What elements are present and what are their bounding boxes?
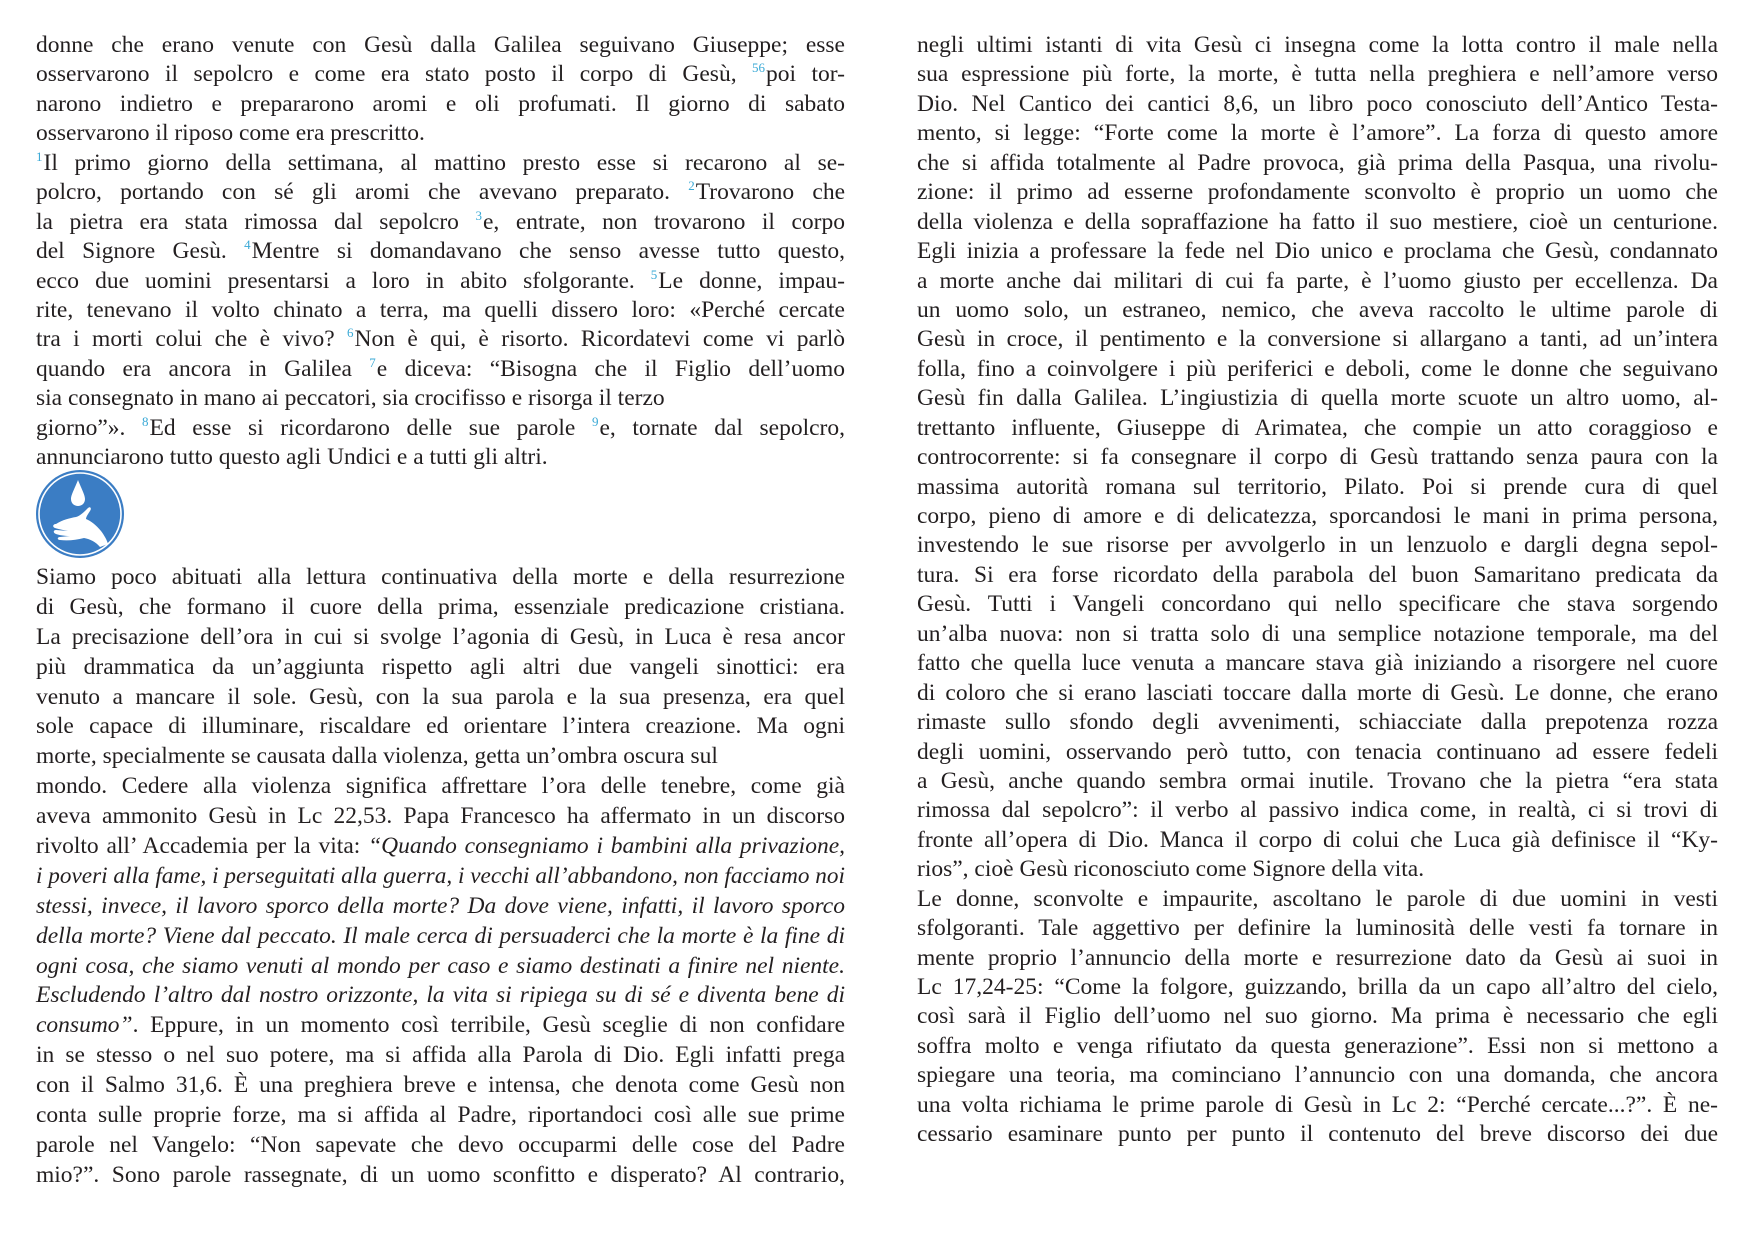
verse-number: 8	[142, 413, 149, 429]
commentary-left	[36, 563, 845, 1191]
text-segment: del Signore Gesù.	[36, 238, 245, 265]
text-line	[36, 1161, 845, 1191]
verse-number: 5	[650, 266, 658, 282]
text-segment: zione: il primo ad esserne profondamente sconvolto è proprio un uomo che	[917, 179, 1718, 206]
text-segment: polcro, portando con sé gli aromi che avevano preparato.	[36, 179, 689, 206]
text-line	[36, 355, 845, 384]
text-line	[917, 531, 1718, 560]
text-segment: mente proprio l’annuncio della morte e resurrezione dato da Gesù ai suoi in	[917, 944, 1718, 971]
text-line	[36, 267, 845, 296]
text-segment: Il primo giorno della settimana, al mattino presto esse si recarono al se-	[43, 149, 845, 176]
quotation-italic: Escludendo l’altro dal nostro orizzonte, la vita si ripiega su di sé e diventa bene di	[36, 982, 845, 1009]
text-segment: annunciarono tutto questo agli Undici e a tutti gli altri.	[36, 444, 548, 471]
text-line	[917, 208, 1718, 237]
text-line	[917, 178, 1718, 207]
text-line	[36, 1011, 845, 1041]
text-line	[36, 772, 845, 802]
verse-number: 2	[688, 178, 695, 194]
text-line	[36, 922, 845, 952]
text-segment: Le donne, impau-	[658, 267, 845, 294]
text-segment: soffra molto e venga rifiutato da questa generazione”. Essi non si mettono a	[917, 1032, 1718, 1059]
text-line	[36, 1101, 845, 1131]
text-segment: e, entrate, non trovarono il corpo	[482, 208, 845, 235]
text-line	[917, 267, 1718, 296]
text-segment: con il Salmo 31,6. È una preghiera breve e intensa, che denota come Gesù non	[36, 1072, 845, 1099]
text-line	[36, 178, 845, 207]
quotation-italic: i poveri alla fame, i perseguitati alla guerra, i vecchi all’abbandono, non facciamo noi	[36, 862, 845, 889]
verse-number: 9	[591, 413, 599, 429]
verse-number: 3	[475, 207, 482, 223]
text-segment: a morte anche dai militari di cui fa parte, è l’uomo giusto per eccellenza. Da	[917, 267, 1718, 294]
text-segment: trettanto influente, Giuseppe di Arimatea, che compie un atto coraggioso e	[917, 414, 1718, 441]
verse-number: 56	[752, 60, 766, 76]
text-segment: degli uomini, osservando però tutto, con tenacia continuano ad essere fedeli	[917, 738, 1718, 765]
text-line	[917, 1061, 1718, 1090]
text-segment: corpo, pieno di amore e di delicatezza, sporcandosi le mani in prima persona,	[917, 503, 1718, 529]
text-line	[36, 832, 845, 862]
text-line	[917, 90, 1718, 119]
text-segment: Lc 17,24-25: “Come la folgore, guizzando, brilla da un capo all’altro del cielo,	[917, 974, 1718, 1000]
text-segment: e, tornate dal sepolcro,	[599, 414, 845, 441]
text-line	[917, 60, 1718, 89]
text-segment: osservarono il riposo come era prescritto.	[36, 120, 425, 147]
text-line	[36, 563, 845, 593]
text-segment: La precisazione dell’ora in cui si svolge l’agonia di Gesù, in Luca è resa ancor	[36, 623, 845, 650]
text-line	[917, 1120, 1718, 1149]
text-line	[917, 149, 1718, 178]
text-line	[36, 683, 845, 713]
text-segment: Non è qui, è risorto. Ricordatevi come vi parlò	[354, 326, 845, 353]
verse-number: 1	[36, 148, 43, 164]
text-line	[36, 952, 845, 982]
text-segment: Mentre si domandavano che senso avesse tutto questo,	[251, 238, 845, 265]
text-line	[917, 620, 1718, 649]
text-line	[917, 502, 1718, 531]
text-line	[36, 60, 845, 89]
text-segment: controcorrente: si fa consegnare il corpo di Gesù trattando senza paura con la	[917, 444, 1718, 471]
text-line	[917, 355, 1718, 384]
verse-number: 6	[347, 325, 354, 341]
text-line	[36, 802, 845, 832]
text-line	[36, 90, 845, 119]
text-segment: donne che erano venute con Gesù dalla Galilea seguivano Giuseppe; esse	[36, 32, 845, 58]
text-line	[36, 981, 845, 1011]
text-segment: Egli inizia a professare la fede nel Dio unico e proclama che Gesù, condannato	[917, 238, 1718, 265]
text-line	[36, 892, 845, 922]
text-segment: venuto a mancare il sole. Gesù, con la sua parola e la sua presenza, era quel	[36, 683, 845, 710]
text-line	[917, 679, 1718, 708]
text-segment: della violenza e della sopraffazione ha fatto il suo mestiere, cioè un centurione.	[917, 208, 1718, 235]
text-segment: Gesù fin dalla Galilea. L’ingiustizia di quella morte scuote un altro uomo, al-	[917, 385, 1718, 412]
text-segment: Gesù in croce, il pentimento e la conversione si allargano a tanti, ad un’intera	[917, 326, 1718, 353]
text-segment: cessario esaminare punto per punto il contenuto del breve discorso dei due	[917, 1121, 1718, 1148]
text-segment: folla, fino a coinvolgere i più periferici e deboli, come le donne che seguivano	[917, 355, 1718, 382]
text-segment: conta sulle proprie forze, ma si affida al Padre, riportandoci così alle sue prime	[36, 1102, 845, 1129]
text-line	[917, 1002, 1718, 1031]
text-segment: Trovarono che	[695, 179, 845, 206]
text-line	[36, 1071, 845, 1101]
text-segment: negli ultimi istanti di vita Gesù ci insegna come la lotta contro il male nella	[917, 32, 1718, 58]
hand-with-drop-icon	[34, 468, 126, 560]
text-line	[36, 1041, 845, 1071]
text-segment: aveva ammonito Gesù in Lc 22,53. Papa Francesco ha affermato in un discorso	[36, 803, 845, 830]
text-segment: mio?”. Sono parole rassegnate, di un uomo sconfitto e disperato? Al contrario,	[36, 1161, 845, 1188]
verse-number: 4	[244, 237, 251, 253]
text-segment: una volta richiama le prime parole di Gesù in Lc 2: “Perché cercate...?”. È ne-	[917, 1091, 1718, 1118]
quotation-italic: stessi, invece, il lavoro sporco della morte? Da dove viene, infatti, il lavoro sporco	[36, 892, 845, 919]
text-line	[917, 973, 1718, 1002]
commentary-right	[917, 31, 1718, 1150]
text-line	[917, 1091, 1718, 1120]
text-line	[917, 590, 1718, 619]
text-segment: rimaste sullo sfondo degli avvenimenti, schiacciate dalla prepotenza rozza	[917, 709, 1718, 736]
text-line	[36, 384, 845, 413]
text-line	[36, 443, 845, 472]
text-line	[917, 561, 1718, 590]
text-segment: fatto che quella luce venuta a mancare stava già iniziando a risorgere nel cuore	[917, 650, 1718, 677]
text-line	[917, 296, 1718, 325]
text-segment: la pietra era stata rimossa dal sepolcro	[36, 208, 476, 235]
text-line	[917, 473, 1718, 502]
text-line	[917, 826, 1718, 855]
text-segment: rimossa dal sepolcro”: il verbo al passivo indica come, in realtà, ci si trovi di	[917, 797, 1718, 824]
text-segment: Siamo poco abituati alla lettura continuativa della morte e della resurrezione	[36, 564, 845, 590]
text-line	[36, 414, 845, 443]
text-line	[36, 149, 845, 178]
text-line	[917, 414, 1718, 443]
text-segment: e diceva: “Bisogna che il Figlio dell’uomo	[376, 355, 845, 382]
text-line	[917, 325, 1718, 354]
text-segment: Ed esse si ricordarono delle sue parole	[149, 414, 592, 441]
text-line	[917, 1032, 1718, 1061]
text-line	[36, 623, 845, 653]
text-segment: ecco due uomini presentarsi a loro in abito sfolgorante.	[36, 267, 651, 294]
text-segment: tra i morti colui che è vivo?	[36, 326, 348, 353]
text-line	[36, 1131, 845, 1161]
text-segment: osservarono il sepolcro e come era stato posto il corpo di Gesù,	[36, 61, 753, 88]
text-line	[36, 742, 845, 772]
text-segment: un’alba nuova: non si tratta solo di una semplice notazione temporale, ma del	[917, 620, 1718, 647]
text-segment: giorno”».	[36, 414, 143, 441]
quotation-italic: consumo”	[36, 1012, 133, 1039]
text-segment: poi tor-	[766, 61, 845, 88]
text-segment: un uomo solo, un estraneo, nemico, che aveva raccolto le ultime parole di	[917, 296, 1718, 323]
text-segment: parole nel Vangelo: “Non sapevate che devo occuparmi delle cose del Padre	[36, 1131, 845, 1158]
text-segment: tura. Si era forse ricordato della parabola del buon Samaritano predicata da	[917, 561, 1718, 588]
text-segment: più drammatica da un’aggiunta rispetto agli altri due vangeli sinottici: era	[36, 653, 845, 680]
text-segment: quando era ancora in Galilea	[36, 355, 370, 382]
quotation-italic: “Quando consegniamo i bambini alla privazione,	[368, 833, 846, 860]
text-line	[917, 944, 1718, 973]
text-segment: . Eppure, in un momento così terribile, Gesù sceglie di non confidare	[132, 1012, 845, 1039]
text-segment: che si affida totalmente al Padre provoca, già prima della Pasqua, una rivolu-	[917, 149, 1718, 176]
text-segment: mento, si legge: “Forte come la morte è l’amore”. La forza di questo amore	[917, 120, 1718, 147]
text-segment: Dio. Nel Cantico dei cantici 8,6, un libro poco conosciuto dell’Antico Testa-	[917, 90, 1718, 117]
text-line	[917, 237, 1718, 266]
text-segment: sfolgoranti. Tale aggettivo per definire la luminosità delle vesti fa tornare in	[917, 915, 1718, 942]
text-line	[36, 237, 845, 266]
text-line	[917, 443, 1718, 472]
text-line	[36, 862, 845, 892]
text-line	[36, 296, 845, 325]
text-line	[36, 31, 845, 60]
text-line	[917, 796, 1718, 825]
text-line	[917, 384, 1718, 413]
text-segment: morte, specialmente se causata dalla violenza, getta un’ombra oscura sul	[36, 743, 718, 770]
text-segment: mondo. Cedere alla violenza significa affrettare l’ora delle tenebre, come già	[36, 773, 845, 800]
text-line	[36, 119, 845, 148]
text-line	[36, 325, 845, 354]
text-line	[36, 653, 845, 683]
text-line	[917, 885, 1718, 914]
text-segment: massima autorità romana sul territorio, Pilato. Poi si prende cura di quel	[917, 473, 1718, 500]
text-line	[36, 593, 845, 623]
text-line	[917, 708, 1718, 737]
text-line	[917, 649, 1718, 678]
text-line	[917, 914, 1718, 943]
text-segment: narono indietro e prepararono aromi e oli profumati. Il giorno di sabato	[36, 90, 845, 117]
quotation-italic: della morte? Viene dal peccato. Il male cerca di persuaderci che la morte è la fine di	[36, 922, 845, 949]
text-line	[917, 767, 1718, 796]
text-segment: a Gesù, anche quando sembra ormai inutile. Trovano che la pietra “era stata	[917, 767, 1718, 794]
text-line	[917, 738, 1718, 767]
verse-number: 7	[369, 354, 376, 370]
text-segment: Le donne, sconvolte e impaurite, ascoltano le parole di due uomini in vesti	[917, 885, 1718, 912]
text-segment: così sarà il Figlio dell’uomo nel suo giorno. Ma prima è necessario che egli	[917, 1003, 1718, 1030]
text-segment: in se stesso o nel suo potere, ma si affida alla Parola di Dio. Egli infatti prega	[36, 1042, 845, 1069]
text-segment: rite, tenevano il volto chinato a terra, ma quelli dissero loro: «Perché cercate	[36, 296, 845, 323]
text-line	[917, 31, 1718, 60]
text-segment: fronte all’opera di Dio. Manca il corpo di colui che Luca già definisce il “Ky-	[917, 826, 1718, 853]
text-line	[36, 712, 845, 742]
quotation-italic: ogni cosa, che siamo venuti al mondo per caso e siamo destinati a finire nel niente.	[36, 952, 845, 979]
scripture-passage	[36, 31, 845, 473]
text-segment: rios”, cioè Gesù riconosciuto come Signore della vita.	[917, 856, 1425, 883]
text-segment: di coloro che si erano lasciati toccare dalla morte di Gesù. Le donne, che erano	[917, 679, 1718, 706]
text-segment: sua espressione più forte, la morte, è tutta nella preghiera e nell’amore verso	[917, 61, 1718, 88]
text-segment: rivolto all’ Accademia per la vita:	[36, 833, 369, 860]
text-segment: sia consegnato in mano ai peccatori, sia crocifisso e risorga il terzo	[36, 385, 665, 412]
text-segment: sole capace di illuminare, riscaldare ed orientare l’intera creazione. Ma ogni	[36, 713, 845, 740]
text-line	[917, 855, 1718, 884]
text-segment: Gesù. Tutti i Vangeli concordano qui nello specificare che stava sorgendo	[917, 591, 1718, 618]
text-line	[917, 119, 1718, 148]
text-segment: investendo le sue risorse per avvolgerlo in un lenzuolo e dargli degna sepol-	[917, 532, 1718, 559]
text-segment: di Gesù, che formano il cuore della prima, essenziale predicazione cristiana.	[36, 593, 845, 620]
text-line	[36, 208, 845, 237]
text-segment: spiegare una teoria, ma cominciano l’annuncio con una domanda, che ancora	[917, 1062, 1718, 1089]
